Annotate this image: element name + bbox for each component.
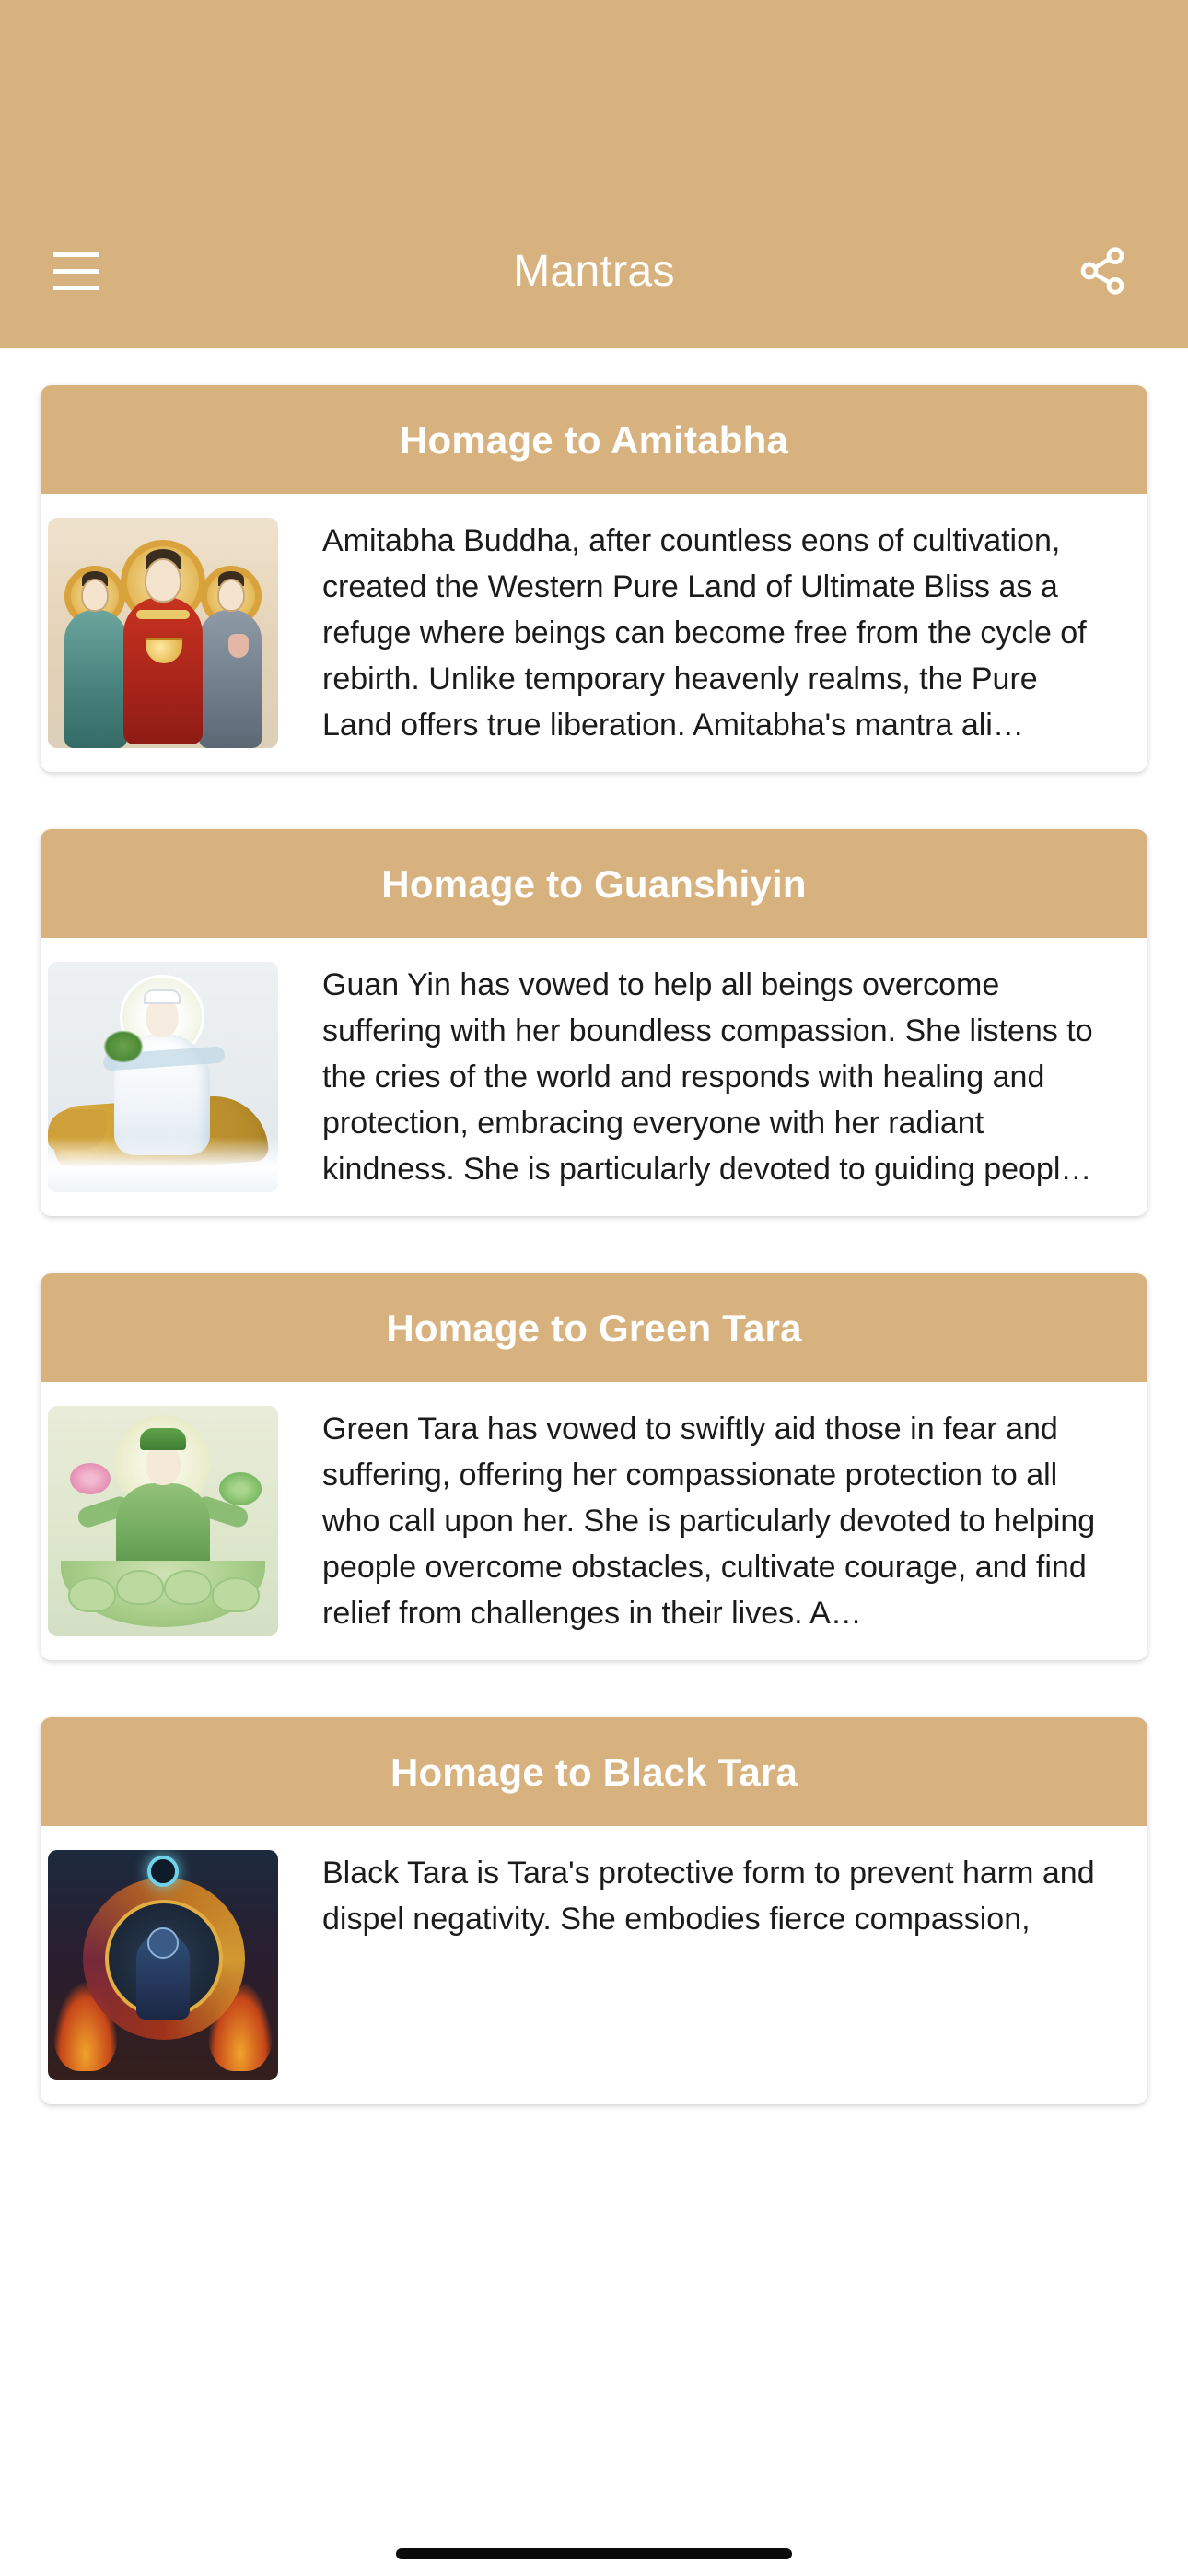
app-bar <box>0 193 1188 348</box>
menu-line-2 <box>53 269 99 274</box>
guan-yin-on-dragon-image <box>48 962 278 1192</box>
list-item[interactable] <box>41 829 1147 1216</box>
share-icon[interactable] <box>1070 239 1135 303</box>
menu-line-3 <box>53 286 99 290</box>
card-description: Guan Yin has vowed to help all beings overcome suffering with her boundless compassion. She listens to the cries of the world and responds with healing and protection, embracing everyone with her radiant kindness. She is particularly devoted to guiding peopl… <box>322 967 1093 1187</box>
green-tara-image <box>48 1406 278 1636</box>
robe-right <box>199 610 262 748</box>
crown <box>144 989 181 1004</box>
list-item[interactable] <box>41 385 1147 772</box>
blue-orb-icon <box>147 1856 179 1887</box>
willow-branch-icon <box>103 1030 144 1063</box>
card-body <box>41 938 1147 1216</box>
card-title: Homage to Green Tara <box>41 1273 1147 1382</box>
card-title: Homage to Amitabha <box>41 385 1147 494</box>
guanyin-illustration <box>48 962 278 1192</box>
lotus-petal <box>68 1577 116 1612</box>
card-body <box>41 1826 1147 2104</box>
face <box>147 1927 179 1959</box>
black-tara-image <box>48 1850 278 2080</box>
amitabha-illustration <box>48 518 278 748</box>
mantra-list[interactable] <box>0 348 1188 2104</box>
robe-left <box>64 610 127 748</box>
face-right <box>217 579 245 612</box>
page-title: Mantras <box>513 246 675 296</box>
black-tara-illustration <box>48 1850 278 2080</box>
home-indicator <box>396 2548 792 2559</box>
robe-trim <box>136 610 190 619</box>
waves <box>48 1137 278 1192</box>
status-bar <box>0 0 1188 193</box>
robe-center <box>123 597 203 744</box>
card-body <box>41 494 1147 772</box>
face-center <box>145 558 181 603</box>
pink-lotus-icon <box>70 1463 111 1494</box>
card-body <box>41 1382 1147 1660</box>
crown <box>140 1428 186 1450</box>
lotus-petal <box>164 1570 212 1605</box>
lotus-petal <box>212 1577 260 1612</box>
card-description: Black Tara is Tara's protective form to prevent harm and dispel negativity. She embodies fierce compassion, <box>322 1856 1095 1937</box>
card-description: Green Tara has vowed to swiftly aid those in fear and suffering, offering her compassionate protection to all who call upon her. She is particularly devoted to helping people overcome obstacles, cultivate courage, and find relief from challenges in their lives. A… <box>322 1411 1096 1631</box>
card-description: Amitabha Buddha, after countless eons of cultivation, created the Western Pure Land of Ultimate Bliss as a refuge where beings can become free from the cycle of rebirth. Unlike temporary heavenly realms, the Pure Land offers true liberation. Amitabha's mantra ali… <box>322 523 1087 743</box>
lotus-petal <box>116 1570 164 1605</box>
green-lotus-icon <box>219 1472 262 1505</box>
amitabha-triad-image <box>48 518 278 748</box>
list-item[interactable] <box>41 1717 1147 2104</box>
card-title: Homage to Black Tara <box>41 1717 1147 1826</box>
list-item[interactable] <box>41 1273 1147 1660</box>
hamburger-menu-icon[interactable] <box>53 239 118 303</box>
vase-icon <box>228 634 249 658</box>
face-left <box>81 579 109 612</box>
green-tara-illustration <box>48 1406 278 1636</box>
menu-line-1 <box>53 252 99 257</box>
card-title: Homage to Guanshiyin <box>41 829 1147 938</box>
share-glyph <box>1077 245 1128 297</box>
